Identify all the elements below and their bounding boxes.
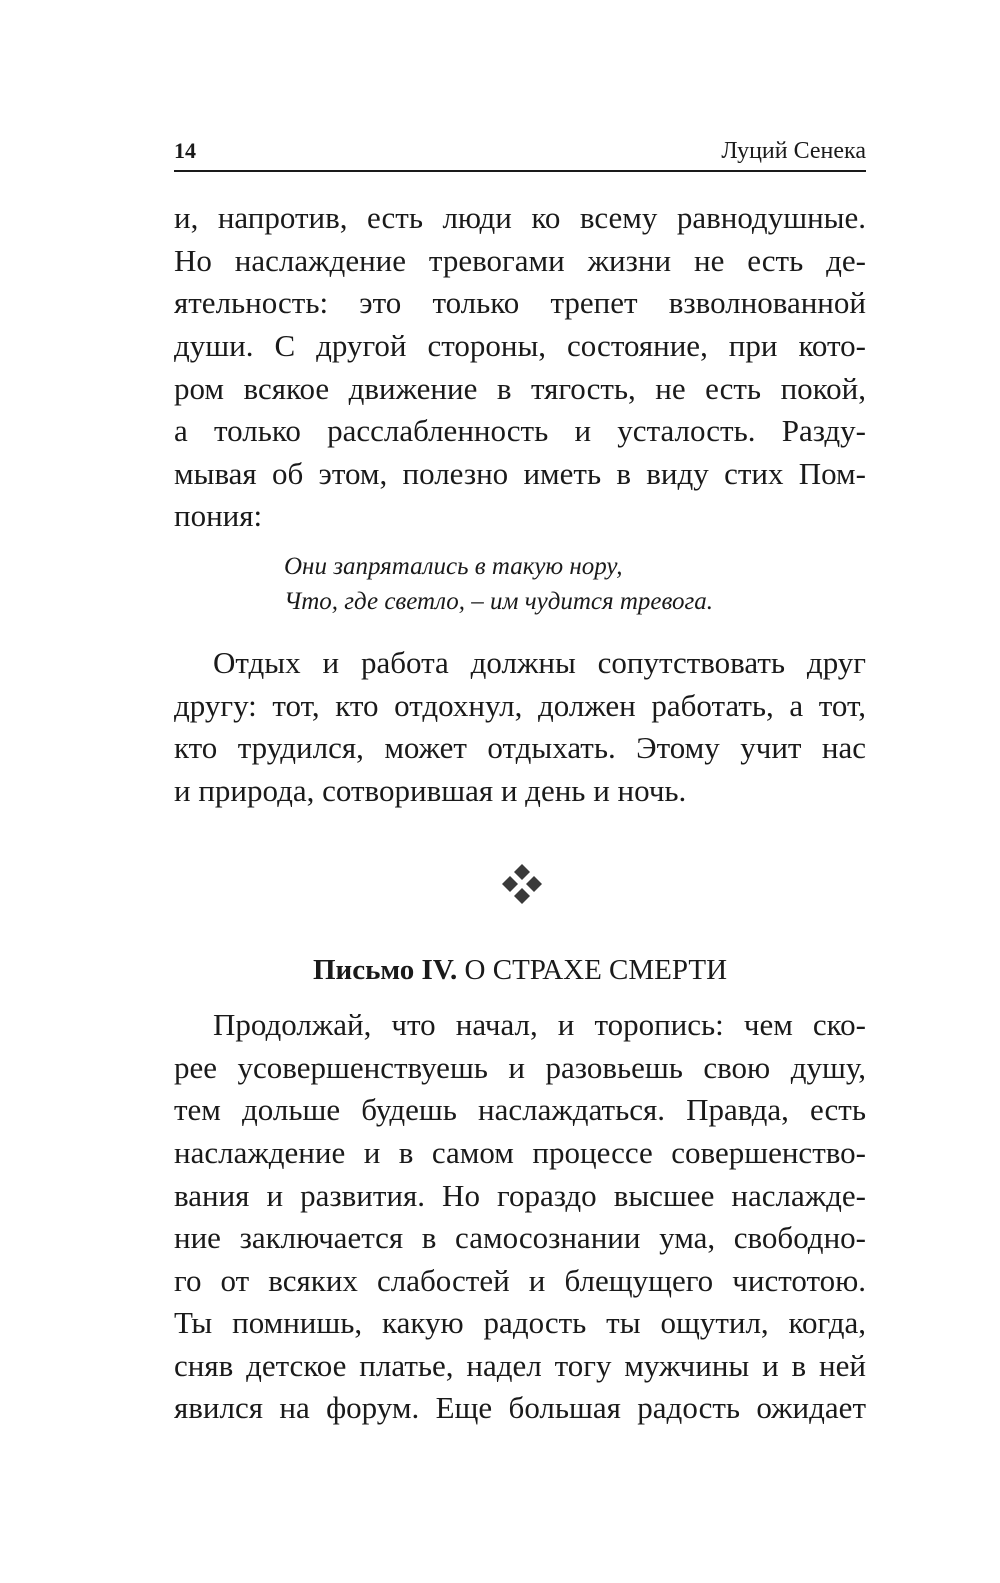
section-heading-title: О СТРАХЕ СМЕРТИ xyxy=(464,954,728,986)
paragraph-line: и, напротив, есть люди ко всему равнодушные. xyxy=(174,200,866,235)
paragraph-line: ние заключается в самосознании ума, свободно- xyxy=(174,1220,866,1255)
page-number: 14 xyxy=(174,138,196,163)
section-heading xyxy=(174,950,866,990)
paragraph-line: пония: xyxy=(174,498,263,533)
running-header xyxy=(174,136,866,172)
paragraph-line: явился на форум. Еще большая радость ожидает xyxy=(174,1390,866,1425)
paragraph-line: Продолжай, что начал, и торопись: чем ско- xyxy=(213,1007,866,1042)
paragraph-line: а только расслабленность и усталость. Разду- xyxy=(174,413,866,448)
section-heading-label: Письмо IV. xyxy=(312,954,458,986)
paragraph-line: сняв детское платье, надел тогу мужчины и в ней xyxy=(174,1348,866,1383)
paragraph-line: го от всяких слабостей и блещущего чистотою. xyxy=(174,1263,866,1298)
paragraph-line: Но наслаждение тревогами жизни не есть де- xyxy=(174,243,866,278)
paragraph-line: души. С другой стороны, состояние, при кото- xyxy=(174,328,866,363)
verse-line: Что, где светло, – им чудится тревога. xyxy=(284,588,714,615)
paragraph-line: вания и развития. Но гораздо высшее наслажде- xyxy=(174,1178,866,1213)
paragraph-line: ром всякое движение в тягость, не есть покой, xyxy=(174,371,866,406)
paragraph-line: рее усовершенствуешь и разовьешь свою душу, xyxy=(174,1050,866,1085)
paragraph-line: другу: тот, кто отдохнул, должен работать, а тот, xyxy=(174,688,866,723)
paragraph-line: наслаждение и в самом процессе совершенство- xyxy=(174,1135,866,1170)
paragraph-line: ятельность: это только трепет взволнованной xyxy=(174,285,866,320)
paragraph-line: кто трудился, может отдыхать. Этому учит нас xyxy=(174,730,866,765)
paragraph-line: и природа, сотворившая и день и ночь. xyxy=(174,773,687,808)
running-header-author: Луций Сенека xyxy=(721,138,866,164)
paragraph-line: Отдых и работа должны сопутствовать друг xyxy=(213,645,866,680)
four-diamond-ornament-icon xyxy=(500,862,544,906)
paragraph-line: тем дольше будешь наслаждаться. Правда, есть xyxy=(174,1092,866,1127)
verse-line: Они запрятались в такую нору, xyxy=(284,553,623,580)
paragraph-line: мывая об этом, полезно иметь в виду стих Пом- xyxy=(174,456,866,491)
paragraph-line: Ты помнишь, какую радость ты ощутил, когда, xyxy=(174,1305,866,1340)
